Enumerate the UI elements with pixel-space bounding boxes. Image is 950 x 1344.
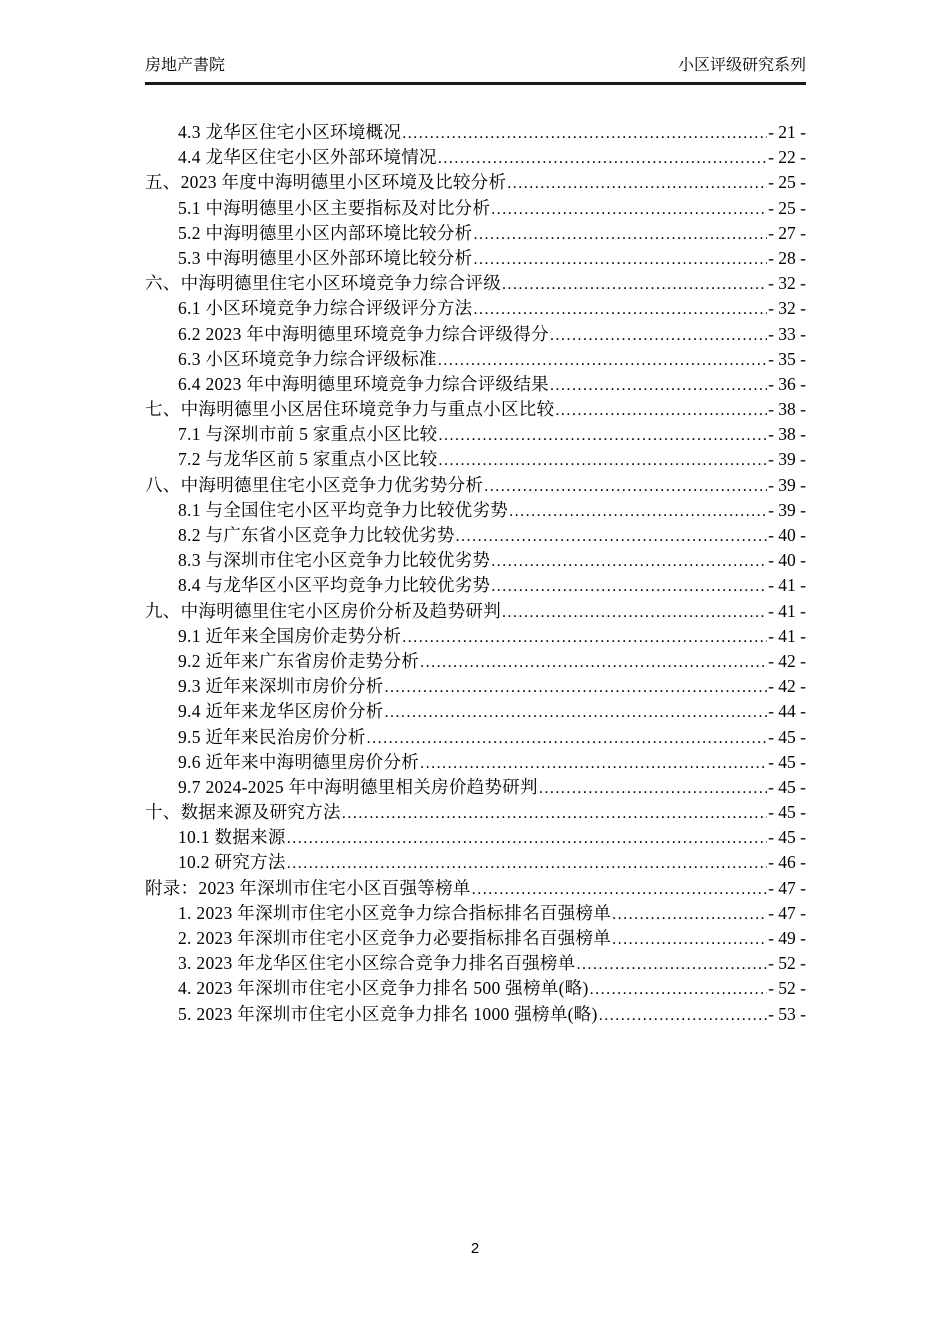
- toc-dot-leader: [420, 651, 767, 672]
- toc-entry-page: - 40 -: [768, 525, 806, 545]
- toc-entry-title: 9.4 近年来龙华区房价分析: [178, 701, 384, 722]
- toc-entry-page: - 45 -: [768, 827, 806, 848]
- toc-dot-leader: [473, 298, 767, 319]
- toc-dot-leader: [491, 575, 767, 596]
- footer-page-number: 2: [470, 1240, 480, 1257]
- toc-entry-title: 4. 2023 年深圳市住宅小区竞争力排名 500 强榜单(略): [178, 978, 589, 999]
- toc-entry-page: - 45 -: [768, 802, 806, 823]
- toc-entry: [145, 371, 806, 396]
- toc-entry-title: 五、2023 年度中海明德里小区环境及比较分析: [145, 172, 507, 193]
- toc-entry-title: 附录：2023 年深圳市住宅小区百强等榜单: [145, 877, 471, 898]
- toc-dot-leader: [555, 399, 767, 420]
- toc-entry-page: - 41 -: [768, 625, 806, 646]
- toc-entry-title: 9.2 近年来广东省房价走势分析: [178, 650, 420, 671]
- toc-dot-leader: [539, 777, 767, 798]
- toc-entry-title: 9.3 近年来深圳市房价分析: [178, 676, 384, 697]
- toc-entry-title: 七、中海明德里小区居住环境竞争力与重点小区比较: [145, 399, 555, 420]
- toc-entry-title: 4.3 龙华区住宅小区环境概况: [178, 122, 402, 142]
- toc-dot-leader: [507, 172, 767, 193]
- toc-entry-page: - 38 -: [768, 399, 806, 420]
- toc-entry-page: - 28 -: [768, 247, 806, 268]
- toc-entry: [145, 673, 806, 698]
- toc-dot-leader: [287, 852, 767, 873]
- toc-entry-title: 8.3 与深圳市住宅小区竞争力比较优劣势: [178, 550, 491, 571]
- toc-entry-page: - 27 -: [768, 222, 806, 243]
- toc-entry-title: 8.4 与龙华区小区平均竞争力比较优劣势: [178, 575, 491, 596]
- toc-dot-leader: [438, 147, 767, 168]
- toc-entry-title: 8.1 与全国住宅小区平均竞争力比较优劣势: [178, 499, 509, 520]
- toc-entry: [145, 295, 806, 320]
- toc-entry: [145, 346, 806, 371]
- toc-entry: [145, 472, 806, 497]
- toc-entry: [145, 623, 806, 648]
- toc-dot-leader: [384, 676, 767, 697]
- toc-entry: [145, 875, 806, 900]
- toc-entry-title: 4.4 龙华区住宅小区外部环境情况: [178, 147, 437, 168]
- toc-dot-leader: [509, 500, 767, 521]
- toc-entry: [145, 925, 806, 950]
- toc-dot-leader: [456, 525, 767, 546]
- toc-entry-title: 九、中海明德里住宅小区房价分析及趋势研判: [145, 600, 501, 621]
- toc-dot-leader: [438, 349, 767, 370]
- toc-entry-page: - 36 -: [768, 373, 806, 394]
- toc-entry-title: 7.1 与深圳市前 5 家重点小区比较: [178, 424, 438, 445]
- toc-entry-page: - 32 -: [768, 298, 806, 319]
- toc-entry-title: 5.1 中海明德里小区主要指标及对比分析: [178, 197, 491, 218]
- toc-entry-title: 10.1 数据来源: [178, 827, 286, 848]
- toc-entry: [145, 598, 806, 623]
- toc-entry-title: 1. 2023 年深圳市住宅小区竞争力综合指标排名百强榜单: [178, 902, 612, 923]
- toc-entry-page: - 25 -: [768, 172, 806, 193]
- toc-entry: [145, 497, 806, 522]
- toc-dot-leader: [576, 953, 767, 974]
- toc-entry: [145, 698, 806, 723]
- toc-dot-leader: [502, 601, 767, 622]
- toc-entry-page: - 52 -: [768, 953, 806, 974]
- toc-entry-title: 8.2 与广东省小区竞争力比较优劣势: [178, 525, 455, 545]
- toc-entry: [145, 245, 806, 270]
- toc-list: [145, 119, 806, 1026]
- toc-entry-title: 六、中海明德里住宅小区环境竞争力综合评级: [145, 273, 501, 294]
- header-right-label: 小区评级研究系列: [677, 57, 806, 74]
- toc-entry-page: - 52 -: [768, 978, 806, 999]
- toc-entry-title: 9.5 近年来民治房价分析: [178, 726, 366, 747]
- toc-entry-page: - 46 -: [768, 852, 806, 873]
- toc-dot-leader: [420, 752, 767, 773]
- toc-dot-leader: [342, 802, 767, 823]
- toc-entry-page: - 42 -: [768, 650, 806, 671]
- toc-entry-page: - 21 -: [768, 122, 806, 142]
- toc-dot-leader: [550, 324, 767, 345]
- toc-entry: [145, 950, 806, 975]
- toc-dot-leader: [599, 1004, 767, 1025]
- toc-entry: [145, 975, 806, 1000]
- toc-entry: [145, 522, 806, 547]
- toc-entry: [145, 774, 806, 799]
- toc-entry-title: 5.3 中海明德里小区外部环境比较分析: [178, 247, 473, 268]
- toc-entry-page: - 53 -: [768, 1003, 806, 1024]
- toc-entry-title: 10.2 研究方法: [178, 852, 286, 873]
- toc-entry-title: 6.1 小区环境竞争力综合评级评分方法: [178, 298, 473, 319]
- toc-dot-leader: [287, 827, 767, 848]
- toc-entry-page: - 45 -: [768, 726, 806, 747]
- toc-entry-page: - 41 -: [768, 575, 806, 596]
- toc-entry-page: - 47 -: [768, 902, 806, 923]
- toc-entry-page: - 42 -: [768, 676, 806, 697]
- toc-dot-leader: [612, 928, 767, 949]
- toc-entry-page: - 25 -: [768, 197, 806, 218]
- toc-dot-leader: [612, 903, 767, 924]
- toc-entry: [145, 824, 806, 849]
- toc-dot-leader: [550, 374, 767, 395]
- toc-entry-page: - 33 -: [768, 323, 806, 344]
- toc-dot-leader: [367, 727, 767, 748]
- toc-entry-title: 八、中海明德里住宅小区竞争力优劣势分析: [145, 474, 484, 495]
- toc-entry-title: 6.2 2023 年中海明德里环境竞争力综合评级得分: [178, 323, 549, 344]
- toc-entry-title: 6.3 小区环境竞争力综合评级标准: [178, 348, 437, 369]
- toc-entry-page: - 39 -: [768, 499, 806, 520]
- toc-entry: [145, 421, 806, 446]
- toc-entry: [145, 220, 806, 245]
- toc-entry: [145, 119, 806, 144]
- toc-entry-title: 3. 2023 年龙华区住宅小区综合竞争力排名百强榜单: [178, 953, 576, 974]
- toc-entry: [145, 144, 806, 169]
- toc-entry-page: - 44 -: [768, 701, 806, 722]
- toc-entry: [145, 169, 806, 194]
- toc-entry-page: - 45 -: [768, 751, 806, 772]
- toc-dot-leader: [472, 878, 767, 899]
- toc-dot-leader: [491, 198, 767, 219]
- toc-entry-page: - 32 -: [768, 273, 806, 294]
- toc-entry-page: - 47 -: [768, 877, 806, 898]
- toc-entry-title: 9.7 2024-2025 年中海明德里相关房价趋势研判: [178, 776, 538, 797]
- toc-entry: [145, 446, 806, 471]
- toc-entry-title: 6.4 2023 年中海明德里环境竞争力综合评级结果: [178, 373, 549, 394]
- toc-entry-title: 7.2 与龙华区前 5 家重点小区比较: [178, 449, 438, 470]
- toc-entry-page: - 39 -: [768, 474, 806, 495]
- toc-dot-leader: [402, 626, 767, 647]
- toc-entry: [145, 195, 806, 220]
- toc-entry-page: - 49 -: [768, 928, 806, 948]
- toc-dot-leader: [438, 449, 767, 470]
- toc-dot-leader: [484, 475, 767, 496]
- toc-entry: [145, 1001, 806, 1026]
- toc-entry-page: - 35 -: [768, 348, 806, 369]
- toc-entry: [145, 900, 806, 925]
- page-header: [145, 56, 806, 85]
- toc-entry: [145, 799, 806, 824]
- toc-entry: [145, 724, 806, 749]
- toc-entry-page: - 22 -: [768, 147, 806, 168]
- toc-entry: [145, 849, 806, 874]
- toc-entry: [145, 547, 806, 572]
- toc-entry-title: 十、数据来源及研究方法: [145, 802, 341, 823]
- toc-entry-page: - 39 -: [768, 449, 806, 470]
- page-footer: [0, 1240, 950, 1257]
- toc-entry-title: 5.2 中海明德里小区内部环境比较分析: [178, 222, 473, 243]
- toc-entry-title: 9.6 近年来中海明德里房价分析: [178, 751, 420, 772]
- toc-dot-leader: [384, 701, 767, 722]
- toc-dot-leader: [402, 122, 767, 143]
- toc-entry: [145, 572, 806, 597]
- toc-entry: [145, 648, 806, 673]
- toc-entry: [145, 321, 806, 346]
- toc-dot-leader: [590, 978, 767, 999]
- toc-dot-leader: [491, 550, 767, 571]
- toc-entry-title: 5. 2023 年深圳市住宅小区竞争力排名 1000 强榜单(略): [178, 1003, 598, 1024]
- toc-entry-page: - 38 -: [768, 424, 806, 445]
- toc-dot-leader: [502, 273, 767, 294]
- toc-dot-leader: [473, 223, 767, 244]
- toc-entry-page: - 40 -: [768, 550, 806, 571]
- toc-entry: [145, 396, 806, 421]
- header-left-label: 房地产書院: [145, 57, 226, 74]
- toc-entry: [145, 270, 806, 295]
- toc-entry-page: - 41 -: [768, 600, 806, 621]
- toc-dot-leader: [438, 424, 767, 445]
- toc-entry-title: 2. 2023 年深圳市住宅小区竞争力必要指标排名百强榜单: [178, 928, 612, 948]
- toc-dot-leader: [473, 248, 767, 269]
- toc-entry-page: - 45 -: [768, 776, 806, 797]
- toc-entry: [145, 749, 806, 774]
- toc-entry-title: 9.1 近年来全国房价走势分析: [178, 625, 402, 646]
